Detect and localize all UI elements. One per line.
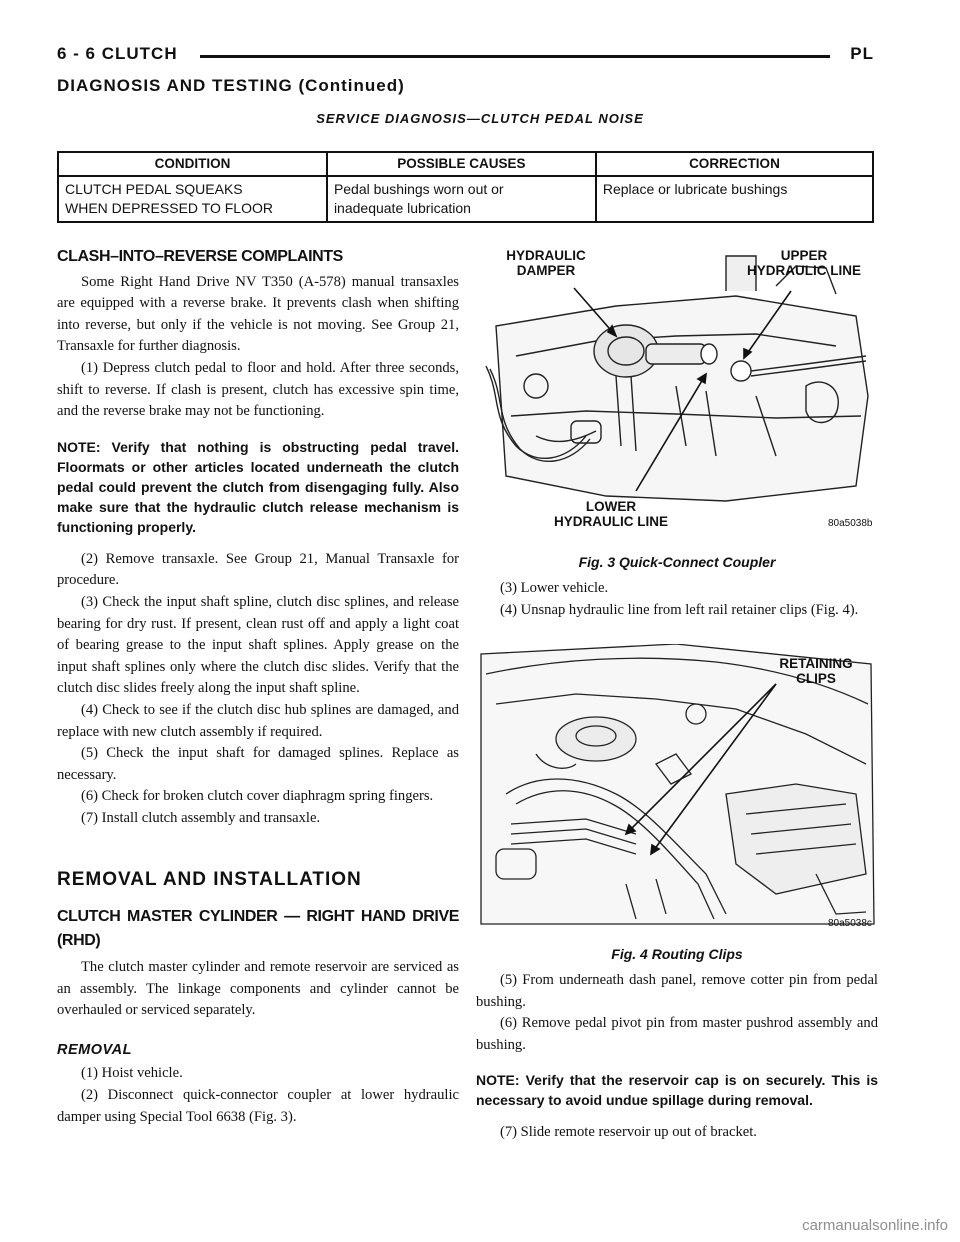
step-7: (7) Install clutch assembly and transaxle. — [81, 809, 321, 826]
heading-removal: REMOVAL — [57, 1041, 132, 1058]
cell-correction: Replace or lubricate bushings — [596, 176, 873, 222]
right-column-bottom — [476, 970, 878, 1144]
paragraph-assembly: The clutch master cylinder and remote reservoir are serviced as an assembly. The linkage components and cylinder cannot be overhauled or serviced separately. — [57, 959, 459, 1019]
removal-step-7: (7) Slide remote reservoir up out of bracket. — [500, 1124, 757, 1141]
diagnosis-table — [57, 151, 874, 223]
step-2: (2) Remove transaxle. See Group 21, Manual Transaxle for procedure. — [57, 550, 459, 589]
cell-causes: Pedal bushings worn out or inadequate lubrication — [327, 176, 596, 222]
removal-step-4: (4) Unsnap hydraulic line from left rail retainer clips (Fig. 4). — [500, 601, 859, 618]
column-header-causes: POSSIBLE CAUSES — [327, 152, 596, 176]
cell-condition: CLUTCH PEDAL SQUEAKS WHEN DEPRESSED TO FLOOR — [58, 176, 327, 222]
fig3-label-hydraulic-damper: HYDRAULIC DAMPER — [506, 248, 586, 278]
routing-clips-illustration — [476, 644, 878, 934]
column-header-correction: CORRECTION — [596, 152, 873, 176]
right-column-top — [476, 578, 878, 621]
left-column — [57, 246, 459, 1128]
fig3-caption: Fig. 3 Quick-Connect Coupler — [578, 554, 776, 570]
table-header-row — [58, 152, 873, 176]
fig4-caption: Fig. 4 Routing Clips — [611, 946, 743, 962]
figure-3-quick-connect — [476, 246, 878, 546]
figure-4-routing-clips — [476, 644, 878, 934]
step-6: (6) Check for broken clutch cover diaphragm spring fingers. — [81, 788, 434, 805]
table-title: SERVICE DIAGNOSIS—CLUTCH PEDAL NOISE — [316, 111, 644, 126]
header-rule — [200, 55, 830, 58]
step-1: (1) Depress clutch pedal to floor and hold. After three seconds, shift to reverse. If clash is present, clutch has excessive spin time, and the reverse brake may not be functioning. — [57, 359, 459, 420]
heading-master-cylinder: CLUTCH MASTER CYLINDER — RIGHT HAND DRIVE (RHD) — [57, 908, 459, 950]
fig3-label-upper-line: UPPER HYDRAULIC LINE — [747, 248, 861, 278]
removal-step-2: (2) Disconnect quick-connector coupler at lower hydraulic damper using Special Tool 6638 (Fig. 3). — [57, 1087, 459, 1125]
note-reservoir-cap: NOTE: Verify that the reservoir cap is on securely. This is necessary to avoid undue spillage during removal. — [476, 1072, 878, 1109]
fig3-code: 80a5038b — [828, 518, 873, 529]
step-3: (3) Check the input shaft spline, clutch disc splines, and release bearing for dry rust. If present, clean rust off and apply a light coat of bearing grease to the input shaft splines. Apply grease on the input shaft splines only where the clutch disc slides. Verify that the clutch disc slides freely along the input shaft spline. — [57, 593, 459, 697]
fig4-code: 80a5038c — [828, 918, 872, 929]
step-4: (4) Check to see if the clutch disc hub splines are damaged, and replace with new clutch assembly if required. — [57, 701, 459, 740]
heading-clash: CLASH–INTO–REVERSE COMPLAINTS — [57, 248, 343, 265]
fig3-label-lower-line: LOWER HYDRAULIC LINE — [554, 499, 668, 529]
section-title: DIAGNOSIS AND TESTING (Continued) — [57, 76, 405, 95]
page-header-ref: 6 - 6 CLUTCH — [57, 44, 178, 63]
page-header-code: PL — [850, 44, 874, 63]
step-5: (5) Check the input shaft for damaged splines. Replace as necessary. — [57, 745, 459, 783]
section-removal-installation: REMOVAL AND INSTALLATION — [57, 869, 362, 891]
removal-step-1: (1) Hoist vehicle. — [81, 1065, 183, 1082]
removal-step-6: (6) Remove pedal pivot pin from master pushrod assembly and bushing. — [476, 1015, 878, 1053]
table-row — [58, 176, 873, 222]
watermark: carmanualsonline.info — [802, 1217, 948, 1234]
removal-step-5: (5) From underneath dash panel, remove cotter pin from pedal bushing. — [476, 972, 878, 1010]
removal-step-3: (3) Lower vehicle. — [500, 580, 609, 596]
paragraph-intro: Some Right Hand Drive NV T350 (A-578) manual transaxles are equipped with a reverse brake. It prevents clash when shifting into reverse, but only if the vehicle is not moving. See Group 21, Transaxle for further diagnosis. — [57, 273, 459, 355]
column-header-condition: CONDITION — [58, 152, 327, 176]
note-obstruction: NOTE: Verify that nothing is obstructing pedal travel. Floormats or other articles located underneath the clutch pedal could prevent the clutch from disengaging fully. Also make sure that the hydraulic clutch release mechanism is functioning properly. — [57, 438, 459, 535]
fig4-label-retaining-clips: RETAINING CLIPS — [779, 656, 853, 686]
